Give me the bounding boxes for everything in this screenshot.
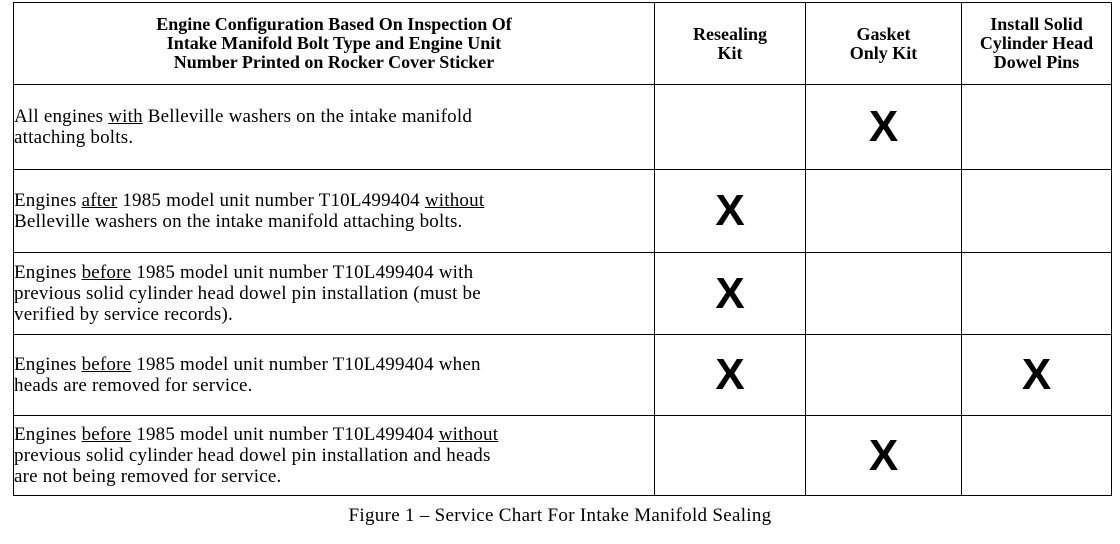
header-resealing-kit: Resealing Kit	[655, 3, 806, 85]
description-line	[14, 127, 654, 148]
description-line	[14, 283, 654, 304]
engine-configuration-cell	[14, 170, 655, 253]
gasket-only-kit-mark: X	[806, 85, 962, 170]
header-engine-configuration: Engine Configuration Based On Inspection Of Intake Manifold Bolt Type and Engine Unit Number Printed on Rocker Cover Sticker	[14, 3, 655, 85]
dowel-pins-mark	[962, 170, 1112, 253]
text-segment: previous solid cylinder head dowel pin installation and heads	[14, 445, 491, 466]
engine-configuration-cell	[14, 335, 655, 416]
header-gasket-only-kit: Gasket Only Kit	[806, 3, 962, 85]
description-line	[14, 262, 654, 283]
table-row	[14, 416, 1112, 496]
underlined-text: before	[81, 262, 132, 283]
gasket-only-kit-mark	[806, 335, 962, 416]
description-line	[14, 445, 654, 466]
text-segment: Engines	[14, 424, 82, 445]
text-segment: 1985 model unit number T10L499404	[131, 424, 439, 445]
table-row	[14, 335, 1112, 416]
underlined-text: before	[81, 424, 132, 445]
resealing-kit-mark	[655, 85, 806, 170]
text-segment: heads are removed for service.	[14, 375, 253, 396]
underlined-text: with	[108, 106, 143, 127]
text-segment: are not being removed for service.	[14, 466, 282, 487]
service-chart-table	[13, 2, 1112, 496]
resealing-kit-mark: X	[655, 335, 806, 416]
gasket-only-kit-mark	[806, 253, 962, 335]
description-line	[14, 211, 654, 232]
dowel-pins-mark	[962, 416, 1112, 496]
gasket-only-kit-mark: X	[806, 416, 962, 496]
table-row	[14, 85, 1112, 170]
text-segment: 1985 model unit number T10L499404 when	[131, 354, 481, 375]
figure-caption: Figure 1 – Service Chart For Intake Manifold Sealing	[348, 505, 772, 526]
description-line	[14, 304, 654, 325]
engine-configuration-cell	[14, 253, 655, 335]
underlined-text: after	[81, 190, 118, 211]
underlined-text: without	[424, 190, 485, 211]
text-segment: Engines	[14, 262, 82, 283]
dowel-pins-mark: X	[962, 335, 1112, 416]
text-segment: Belleville washers on the intake manifold attaching bolts.	[14, 211, 463, 232]
text-segment: previous solid cylinder head dowel pin installation (must be	[14, 283, 481, 304]
underlined-text: without	[438, 424, 499, 445]
description-line	[14, 375, 654, 396]
table-row	[14, 253, 1112, 335]
header-install-dowel-pins: Install Solid Cylinder Head Dowel Pins	[962, 3, 1112, 85]
text-segment: 1985 model unit number T10L499404	[117, 190, 425, 211]
resealing-kit-mark: X	[655, 253, 806, 335]
text-segment: Engines	[14, 190, 82, 211]
description-line	[14, 424, 654, 445]
text-segment: All engines	[14, 106, 109, 127]
header-row	[14, 3, 1112, 85]
description-line	[14, 354, 654, 375]
dowel-pins-mark	[962, 253, 1112, 335]
underlined-text: before	[81, 354, 132, 375]
engine-configuration-cell	[14, 416, 655, 496]
text-segment: 1985 model unit number T10L499404 with	[131, 262, 474, 283]
description-line	[14, 466, 654, 487]
text-segment: Belleville washers on the intake manifold	[142, 106, 473, 127]
dowel-pins-mark	[962, 85, 1112, 170]
gasket-only-kit-mark	[806, 170, 962, 253]
engine-configuration-cell	[14, 85, 655, 170]
table-row	[14, 170, 1112, 253]
text-segment: verified by service records).	[14, 304, 233, 325]
description-line	[14, 190, 654, 211]
text-segment: Engines	[14, 354, 82, 375]
resealing-kit-mark: X	[655, 170, 806, 253]
description-line	[14, 106, 654, 127]
resealing-kit-mark	[655, 416, 806, 496]
text-segment: attaching bolts.	[14, 127, 134, 148]
